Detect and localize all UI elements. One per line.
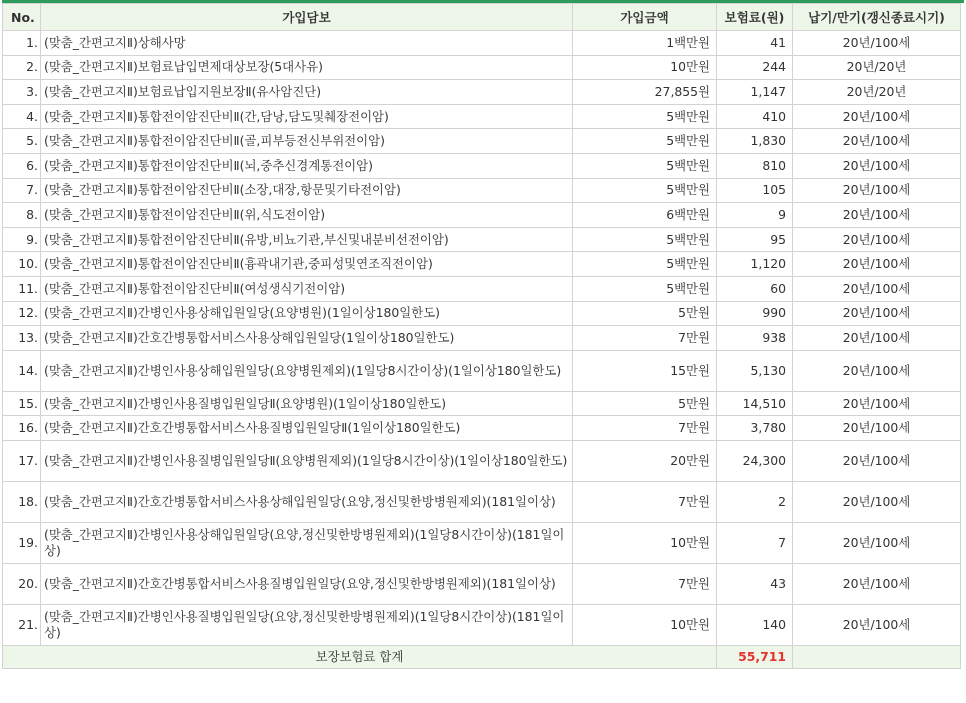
row-number: 8. — [3, 203, 41, 228]
coverage-amount: 7만원 — [573, 326, 717, 351]
coverage-amount: 7만원 — [573, 563, 717, 604]
payment-period: 20년/100세 — [793, 227, 961, 252]
coverage-name: (맞춤_간편고지Ⅱ)통합전이암진단비Ⅱ(위,식도전이암) — [41, 203, 573, 228]
row-number: 13. — [3, 326, 41, 351]
table-row — [3, 522, 961, 563]
coverage-name: (맞춤_간편고지Ⅱ)간병인사용질병입원일당Ⅱ(요양병원)(1일이상180일한도) — [41, 391, 573, 416]
coverage-amount: 5만원 — [573, 391, 717, 416]
row-number: 19. — [3, 522, 41, 563]
row-number: 15. — [3, 391, 41, 416]
premium: 244 — [717, 55, 793, 80]
row-number: 18. — [3, 481, 41, 522]
row-number: 12. — [3, 301, 41, 326]
premium: 1,147 — [717, 80, 793, 105]
row-number: 16. — [3, 416, 41, 441]
header-premium: 보험료(원) — [717, 4, 793, 31]
premium: 7 — [717, 522, 793, 563]
row-number: 10. — [3, 252, 41, 277]
header-no: No. — [3, 4, 41, 31]
payment-period: 20년/100세 — [793, 104, 961, 129]
coverage-amount: 6백만원 — [573, 203, 717, 228]
table-header-row — [3, 4, 961, 31]
header-amount: 가입금액 — [573, 4, 717, 31]
table-row — [3, 563, 961, 604]
payment-period: 20년/100세 — [793, 301, 961, 326]
row-number: 5. — [3, 129, 41, 154]
premium: 43 — [717, 563, 793, 604]
table-row — [3, 350, 961, 391]
coverage-amount: 7만원 — [573, 416, 717, 441]
row-number: 3. — [3, 80, 41, 105]
payment-period: 20년/100세 — [793, 522, 961, 563]
table-row — [3, 104, 961, 129]
table-row — [3, 80, 961, 105]
table-row — [3, 391, 961, 416]
premium: 60 — [717, 276, 793, 301]
premium: 990 — [717, 301, 793, 326]
coverage-name: (맞춤_간편고지Ⅱ)통합전이암진단비Ⅱ(뇌,중추신경계통전이암) — [41, 153, 573, 178]
premium: 24,300 — [717, 440, 793, 481]
coverage-name: (맞춤_간편고지Ⅱ)통합전이암진단비Ⅱ(소장,대장,항문및기타전이암) — [41, 178, 573, 203]
coverage-name: (맞춤_간편고지Ⅱ)간호간병통합서비스사용상해입원일당(1일이상180일한도) — [41, 326, 573, 351]
table-row — [3, 129, 961, 154]
premium: 41 — [717, 31, 793, 56]
payment-period: 20년/100세 — [793, 252, 961, 277]
payment-period: 20년/20년 — [793, 55, 961, 80]
row-number: 11. — [3, 276, 41, 301]
coverage-name: (맞춤_간편고지Ⅱ)통합전이암진단비Ⅱ(여성생식기전이암) — [41, 276, 573, 301]
coverage-amount: 5백만원 — [573, 153, 717, 178]
header-coverage-name: 가입담보 — [41, 4, 573, 31]
coverage-amount: 10만원 — [573, 604, 717, 645]
coverage-name: (맞춤_간편고지Ⅱ)간병인사용상해입원일당(요양,정신및한방병원제외)(1일당8시간이상)(181일이상) — [41, 522, 573, 563]
premium: 5,130 — [717, 350, 793, 391]
payment-period: 20년/100세 — [793, 350, 961, 391]
table-row — [3, 416, 961, 441]
coverage-name: (맞춤_간편고지Ⅱ)보험료납입면제대상보장(5대사유) — [41, 55, 573, 80]
payment-period: 20년/100세 — [793, 276, 961, 301]
coverage-name: (맞춤_간편고지Ⅱ)간병인사용상해입원일당(요양병원제외)(1일당8시간이상)(1일이상180일한도) — [41, 350, 573, 391]
table-row — [3, 481, 961, 522]
coverage-name: (맞춤_간편고지Ⅱ)통합전이암진단비Ⅱ(유방,비뇨기관,부신및내분비선전이암) — [41, 227, 573, 252]
coverage-name: (맞춤_간편고지Ⅱ)통합전이암진단비Ⅱ(흉곽내기관,중피성및연조직전이암) — [41, 252, 573, 277]
payment-period: 20년/100세 — [793, 416, 961, 441]
row-number: 17. — [3, 440, 41, 481]
table-row — [3, 227, 961, 252]
payment-period: 20년/100세 — [793, 153, 961, 178]
coverage-name: (맞춤_간편고지Ⅱ)간호간병통합서비스사용질병입원일당Ⅱ(1일이상180일한도) — [41, 416, 573, 441]
table-row — [3, 178, 961, 203]
total-empty-cell — [793, 645, 961, 668]
premium: 1,830 — [717, 129, 793, 154]
coverage-amount: 5백만원 — [573, 129, 717, 154]
premium: 410 — [717, 104, 793, 129]
premium: 810 — [717, 153, 793, 178]
table-row — [3, 276, 961, 301]
row-number: 9. — [3, 227, 41, 252]
coverage-name: (맞춤_간편고지Ⅱ)간호간병통합서비스사용질병입원일당(요양,정신및한방병원제외)(181일이상) — [41, 563, 573, 604]
payment-period: 20년/100세 — [793, 391, 961, 416]
premium: 9 — [717, 203, 793, 228]
table-row — [3, 326, 961, 351]
premium: 140 — [717, 604, 793, 645]
premium: 1,120 — [717, 252, 793, 277]
coverage-amount: 5백만원 — [573, 178, 717, 203]
coverage-amount: 5만원 — [573, 301, 717, 326]
coverage-name: (맞춤_간편고지Ⅱ)보험료납입지원보장Ⅱ(유사암진단) — [41, 80, 573, 105]
row-number: 4. — [3, 104, 41, 129]
payment-period: 20년/100세 — [793, 203, 961, 228]
coverage-name: (맞춤_간편고지Ⅱ)간병인사용상해입원일당(요양병원)(1일이상180일한도) — [41, 301, 573, 326]
coverage-amount: 5백만원 — [573, 276, 717, 301]
payment-period: 20년/100세 — [793, 326, 961, 351]
total-premium-value: 55,711 — [717, 645, 793, 668]
premium: 95 — [717, 227, 793, 252]
coverage-name: (맞춤_간편고지Ⅱ)통합전이암진단비Ⅱ(골,피부등전신부위전이암) — [41, 129, 573, 154]
coverage-amount: 10만원 — [573, 55, 717, 80]
premium: 105 — [717, 178, 793, 203]
table-row — [3, 153, 961, 178]
premium: 938 — [717, 326, 793, 351]
coverage-amount: 27,855원 — [573, 80, 717, 105]
coverage-amount: 5백만원 — [573, 252, 717, 277]
coverage-amount: 1백만원 — [573, 31, 717, 56]
row-number: 21. — [3, 604, 41, 645]
coverage-name: (맞춤_간편고지Ⅱ)간병인사용질병입원일당(요양,정신및한방병원제외)(1일당8시간이상)(181일이상) — [41, 604, 573, 645]
payment-period: 20년/100세 — [793, 481, 961, 522]
coverage-amount: 20만원 — [573, 440, 717, 481]
payment-period: 20년/100세 — [793, 604, 961, 645]
coverage-amount: 15만원 — [573, 350, 717, 391]
total-label: 보장보험료 합계 — [3, 645, 717, 668]
premium: 2 — [717, 481, 793, 522]
header-period: 납기/만기(갱신종료시기) — [793, 4, 961, 31]
row-number: 14. — [3, 350, 41, 391]
coverage-name: (맞춤_간편고지Ⅱ)간병인사용질병입원일당Ⅱ(요양병원제외)(1일당8시간이상)(1일이상180일한도) — [41, 440, 573, 481]
coverage-amount: 5백만원 — [573, 104, 717, 129]
payment-period: 20년/100세 — [793, 178, 961, 203]
payment-period: 20년/100세 — [793, 31, 961, 56]
coverage-name: (맞춤_간편고지Ⅱ)간호간병통합서비스사용상해입원일당(요양,정신및한방병원제외)(181일이상) — [41, 481, 573, 522]
payment-period: 20년/100세 — [793, 440, 961, 481]
table-row — [3, 203, 961, 228]
table-body — [3, 31, 961, 669]
row-number: 7. — [3, 178, 41, 203]
table-row — [3, 252, 961, 277]
coverage-table — [2, 3, 961, 669]
table-row — [3, 301, 961, 326]
payment-period: 20년/100세 — [793, 563, 961, 604]
payment-period: 20년/100세 — [793, 129, 961, 154]
premium: 14,510 — [717, 391, 793, 416]
table-row — [3, 31, 961, 56]
coverage-name: (맞춤_간편고지Ⅱ)상해사망 — [41, 31, 573, 56]
row-number: 1. — [3, 31, 41, 56]
coverage-name: (맞춤_간편고지Ⅱ)통합전이암진단비Ⅱ(간,담낭,담도및췌장전이암) — [41, 104, 573, 129]
total-row — [3, 645, 961, 668]
row-number: 2. — [3, 55, 41, 80]
payment-period: 20년/20년 — [793, 80, 961, 105]
premium: 3,780 — [717, 416, 793, 441]
coverage-amount: 10만원 — [573, 522, 717, 563]
coverage-amount: 5백만원 — [573, 227, 717, 252]
table-row — [3, 55, 961, 80]
table-row — [3, 604, 961, 645]
coverage-amount: 7만원 — [573, 481, 717, 522]
row-number: 20. — [3, 563, 41, 604]
row-number: 6. — [3, 153, 41, 178]
table-row — [3, 440, 961, 481]
